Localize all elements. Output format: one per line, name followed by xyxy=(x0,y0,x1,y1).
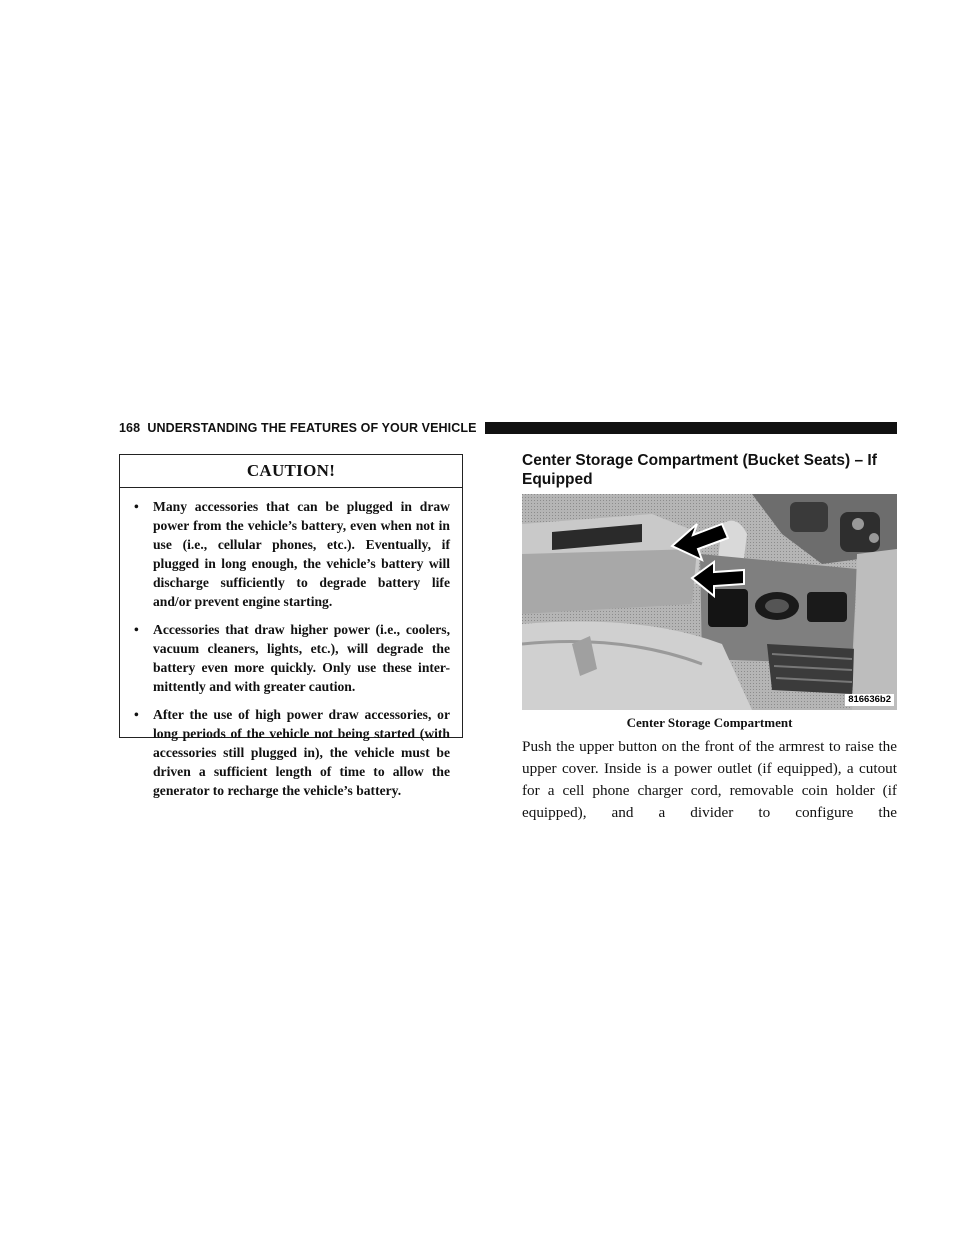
header-rule xyxy=(485,422,897,434)
body-paragraph: Push the upper button on the front of the armrest to raise the upper cover. Inside is a power outlet (if equipped), a cutout for a cell phone charger cord, removable coin holder (if equipped), and a divider to configure the xyxy=(522,738,897,821)
caution-title: CAUTION! xyxy=(120,455,462,488)
figure-code: 816636b2 xyxy=(845,694,894,706)
caution-item xyxy=(134,620,450,696)
caution-box xyxy=(119,454,463,798)
bullet-icon: • xyxy=(134,622,139,637)
caution-item xyxy=(134,705,450,800)
caution-item-text: Accessories that draw higher power (i.e., coolers, vacuum cleaners, lights, etc.), will degrade the battery even more quickly. Only use these inter-mittently and with greater caution. xyxy=(153,622,450,694)
page-number: 168 xyxy=(119,421,141,435)
caution-item-text: Many accessories that can be plugged in draw power from the vehicle’s battery, even when not in use (i.e., cellular phones, etc.). Eventually, if plugged in long enough, the vehicle’s battery will discharge sufficiently to degrade battery life and/or prevent engine starting. xyxy=(153,499,450,609)
chapter-title: UNDERSTANDING THE FEATURES OF YOUR VEHICLE xyxy=(147,421,477,435)
bullet-icon: • xyxy=(134,499,139,514)
photo-illustration xyxy=(522,494,897,710)
caution-item-text: After the use of high power draw accessories, or long periods of the vehicle not being started (with accessories still plugged in), the vehicle must be driven a sufficient length of time to allow the generator to recharge the vehicle’s battery. xyxy=(153,707,450,798)
header-text xyxy=(119,421,477,435)
caution-item xyxy=(134,497,450,611)
photo-caption: Center Storage Compartment xyxy=(626,715,793,730)
center-storage-photo xyxy=(522,494,897,710)
caution-list xyxy=(120,488,462,800)
bullet-icon: • xyxy=(134,707,139,722)
section-title: Center Storage Compartment (Bucket Seats) – If Equipped xyxy=(522,452,877,488)
page-header xyxy=(119,421,897,435)
